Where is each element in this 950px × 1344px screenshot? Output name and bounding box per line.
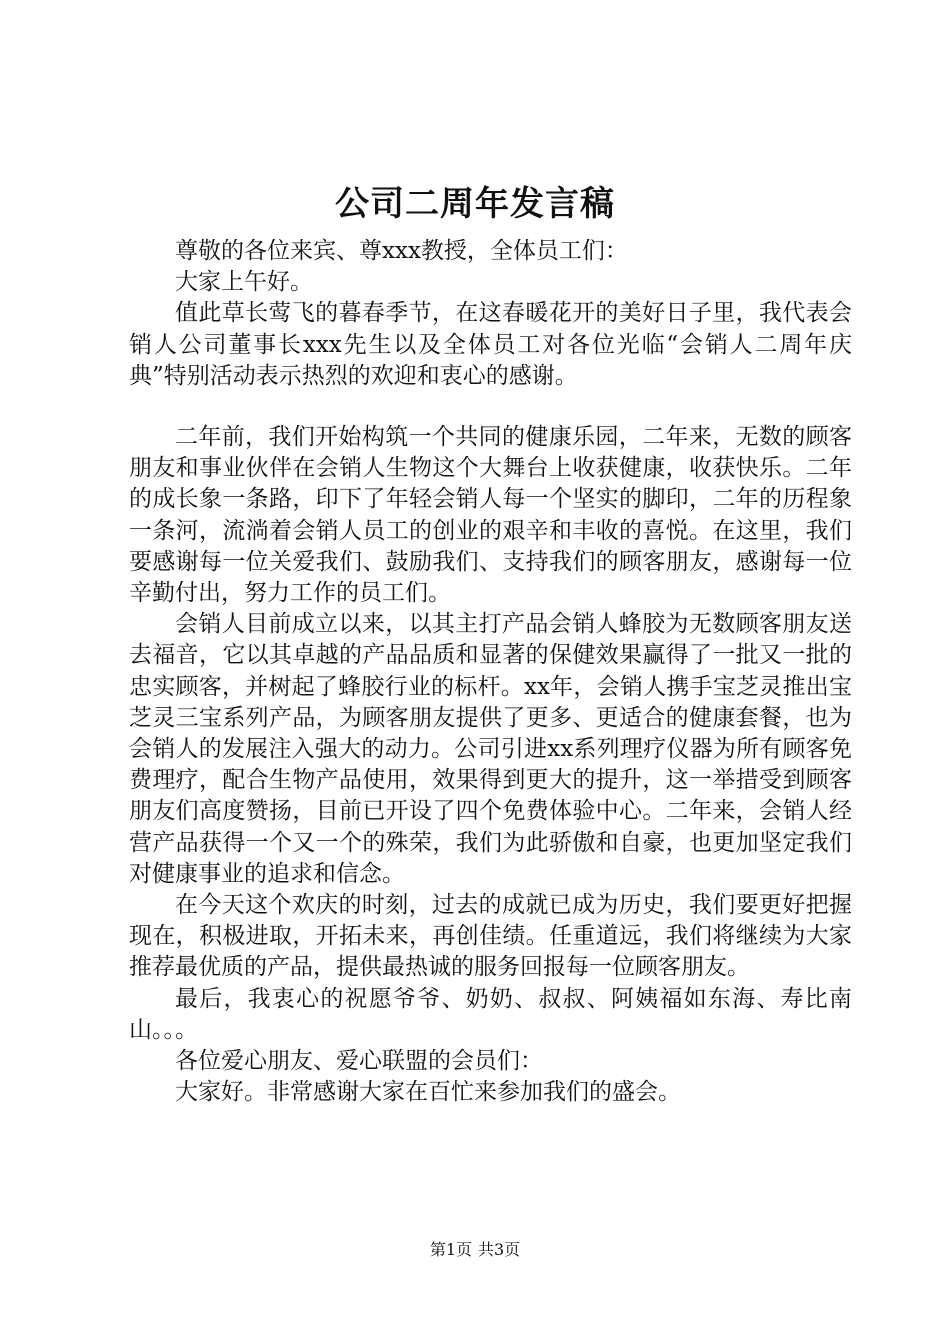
- greeting-paragraph: 大家上午好。: [175, 269, 313, 296]
- document-title: 公司二周年发言稿: [335, 184, 615, 224]
- page-footer: [0, 1240, 950, 1260]
- future-paragraph: 在今天这个欢庆的时刻，过去的成就已成为历史，我们要更好把握现在，积极进取，开拓未来，再创佳绩。任重道远，我们将继续为大家推荐最优质的产品，提供最热诚的服务回报每一位顾客朋友。: [129, 892, 852, 981]
- welcome-paragraph: 值此草长莺飞的暮春季节，在这春暖花开的美好日子里，我代表会销人公司董事长xxx先生以及全体员工对各位光临“会销人二周年庆典”特别活动表示热烈的欢迎和衷心的感谢。: [129, 300, 852, 389]
- salutation-paragraph: 尊敬的各位来宾、尊xxx教授，全体员工们：: [175, 238, 628, 264]
- document-body: [129, 236, 852, 1108]
- page-total: 共3页: [478, 1240, 521, 1259]
- second-greeting-paragraph: 大家好。非常感谢大家在百忙来参加我们的盛会。: [175, 1079, 681, 1106]
- achievements-paragraph: 会销人目前成立以来，以其主打产品会销人蜂胶为无数顾客朋友送去福音，它以其卓越的产品品质和显著的保健效果赢得了一批又一批的忠实顾客，并树起了蜂胶行业的标杆。xx年，会销人携手宝芝灵推出宝芝灵三宝系列产品，为顾客朋友提供了更多、更适合的健康套餐，也为会销人的发展注入强大的动力。公司引进xx系列理疗仪器为所有顾客免费理疗，配合生物产品使用，效果得到更大的提升，这一举措受到顾客朋友们高度赞扬，目前已开设了四个免费体验中心。二年来，会销人经营产品获得一个又一个的殊荣，我们为此骄傲和自豪，也更加坚定我们对健康事业的追求和信念。: [129, 611, 852, 887]
- second-salutation-paragraph: 各位爱心朋友、爱心联盟的会员们：: [175, 1048, 543, 1075]
- wishes-paragraph: 最后，我衷心的祝愿爷爷、奶奶、叔叔、阿姨福如东海、寿比南山。。。: [129, 985, 852, 1043]
- history-paragraph: 二年前，我们开始构筑一个共同的健康乐园，二年来，无数的顾客朋友和事业伙伴在会销人生物这个大舞台上收获健康，收获快乐。二年的成长象一条路，印下了年轻会销人每一个坚实的脚印，二年的历程象一条河，流淌着会销人员工的创业的艰辛和丰收的喜悦。在这里，我们要感谢每一位关爱我们、鼓励我们、支持我们的顾客朋友，感谢每一位辛勤付出，努力工作的员工们。: [129, 424, 852, 607]
- page-number: 第1页: [429, 1240, 472, 1259]
